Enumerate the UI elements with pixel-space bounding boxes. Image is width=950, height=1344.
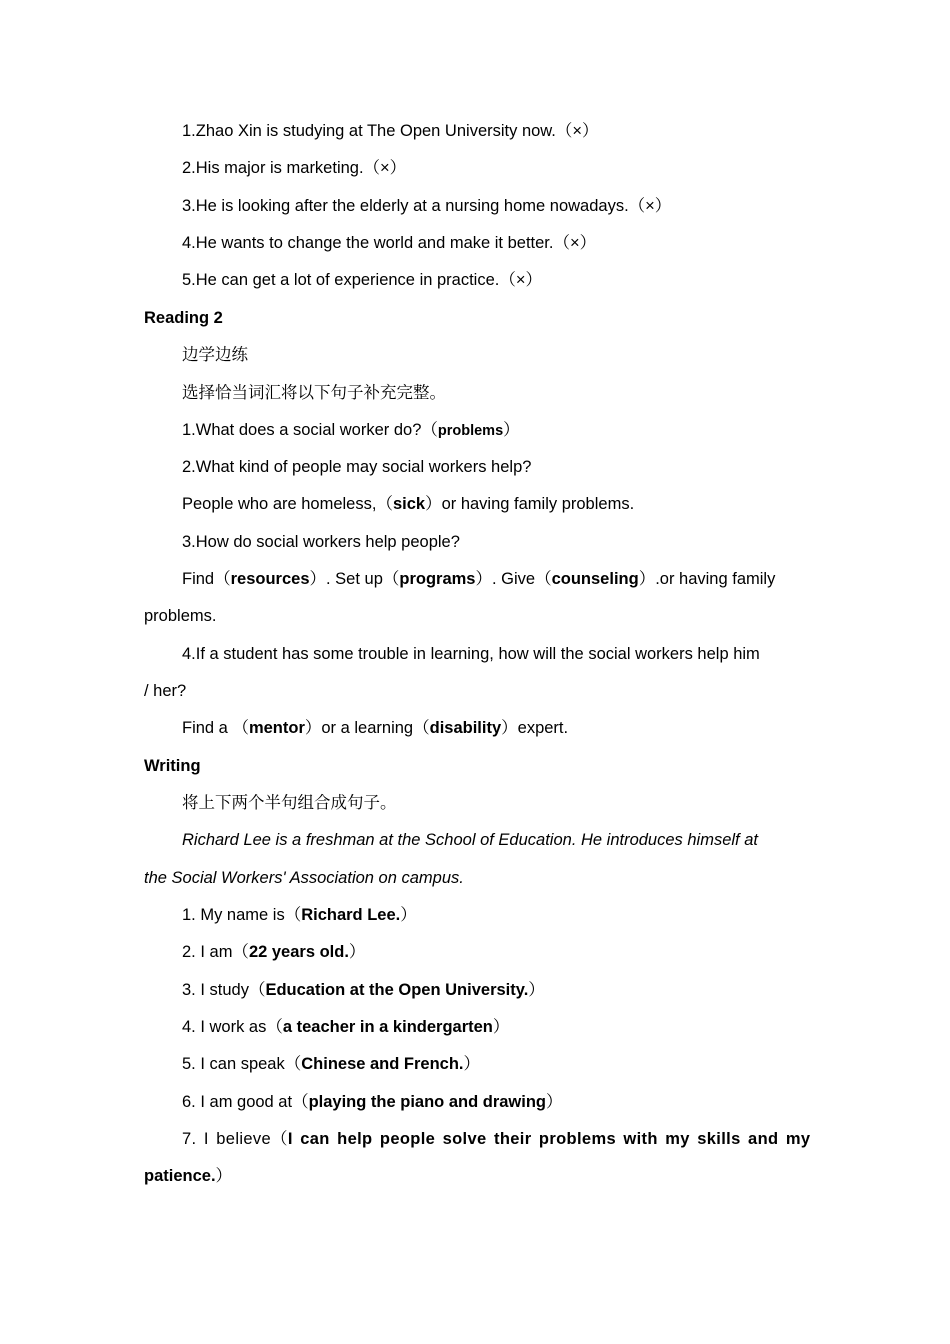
a4-part1: Find a （ [182, 719, 249, 737]
writing-item-5 [182, 1052, 814, 1076]
writing-item-2 [182, 940, 814, 964]
item5-pre: 5. I can speak（ [182, 1055, 302, 1073]
tf-item-2: 2.His major is marketing.（×） [182, 159, 407, 177]
a3-part4: ）.or having family [638, 570, 776, 588]
writing-intro-line2: the Social Workers' Association on campus. [144, 869, 464, 887]
a3-part2: ）. Set up（ [309, 570, 400, 588]
writing-item-6 [182, 1090, 814, 1114]
item4-answer: a teacher in a kindergarten [282, 1018, 493, 1036]
q1-text: 1.What does a social worker do?（ [182, 421, 438, 439]
item1-close: ） [400, 906, 417, 924]
a3-answer2: programs [399, 570, 476, 588]
item2-close: ） [348, 943, 366, 961]
item5-answer: Chinese and French. [301, 1055, 464, 1073]
item3-close: ） [528, 981, 545, 999]
q1-answer: problems [437, 423, 504, 439]
a3-answer1: resources [230, 570, 310, 588]
writing-item-4 [182, 1015, 814, 1039]
tf-item-5: 5.He can get a lot of experience in practice.（×） [182, 271, 542, 289]
reading2-cn-instruction: 选择恰当词汇将以下句子补充完整。 [182, 383, 446, 402]
item2-answer: 22 years old. [248, 943, 349, 961]
a2-pre: People who are homeless,（ [182, 495, 393, 513]
a4-part2: ）or a learning（ [304, 719, 430, 737]
reading2-a3-continuation: problems. [144, 607, 217, 625]
writing-item-3 [182, 978, 814, 1002]
item7-answer-line2: patience. [144, 1167, 216, 1185]
item2-pre: 2. I am（ [182, 943, 249, 961]
reading2-a3 [182, 567, 814, 591]
a3-answer3: counseling [551, 570, 639, 588]
writing-cn-instruction: 将上下两个半句组合成句子。 [182, 793, 397, 812]
item7-pre: 7. I believe（ [182, 1130, 288, 1148]
tf-item-1: 1.Zhao Xin is studying at The Open University now.（×） [182, 122, 599, 140]
tf-item-4: 4.He wants to change the world and make it better.（×） [182, 234, 597, 252]
reading2-a2 [182, 492, 814, 516]
item6-pre: 6. I am good at（ [182, 1093, 309, 1111]
reading2-a4 [182, 716, 814, 740]
tf-item-3: 3.He is looking after the elderly at a nursing home nowadays.（×） [182, 197, 672, 215]
item7-close: ） [215, 1167, 233, 1185]
writing-heading: Writing [144, 757, 201, 775]
a4-answer1: mentor [248, 719, 305, 737]
reading2-q3: 3.How do social workers help people? [182, 533, 460, 551]
item4-pre: 4. I work as（ [182, 1018, 283, 1036]
writing-item-7-line1 [182, 1127, 814, 1151]
reading2-q1 [182, 418, 814, 442]
reading2-q4-line2: / her? [144, 682, 187, 700]
a3-part3: ）. Give（ [475, 570, 552, 588]
item6-close: ） [546, 1093, 563, 1111]
item3-pre: 3. I study（ [182, 981, 266, 999]
writing-item-7-line2 [144, 1164, 814, 1188]
a4-part3: ）expert. [501, 719, 569, 737]
a2-post: ）or having family problems. [425, 495, 635, 513]
a2-answer: sick [392, 495, 426, 513]
item5-close: ） [463, 1055, 481, 1073]
a3-part1: Find（ [182, 570, 231, 588]
item1-answer: Richard Lee. [301, 906, 401, 924]
item3-answer: Education at the Open University. [265, 981, 529, 999]
q1-close: ） [503, 421, 520, 439]
writing-item-1 [182, 903, 814, 927]
item6-answer: playing the piano and drawing [308, 1093, 547, 1111]
reading2-q2: 2.What kind of people may social workers help? [182, 458, 532, 476]
writing-intro-line1: Richard Lee is a freshman at the School of Education. He introduces himself at [182, 831, 758, 849]
reading2-cn-title: 边学边练 [182, 345, 248, 364]
item7-answer-line1: I can help people solve their problems with my skills and my [287, 1130, 811, 1148]
reading2-q4-line1: 4.If a student has some trouble in learning, how will the social workers help him [182, 645, 760, 663]
item4-close: ） [492, 1018, 510, 1036]
item1-pre: 1. My name is（ [182, 906, 302, 924]
reading2-heading: Reading 2 [144, 309, 223, 327]
a4-answer2: disability [429, 719, 502, 737]
